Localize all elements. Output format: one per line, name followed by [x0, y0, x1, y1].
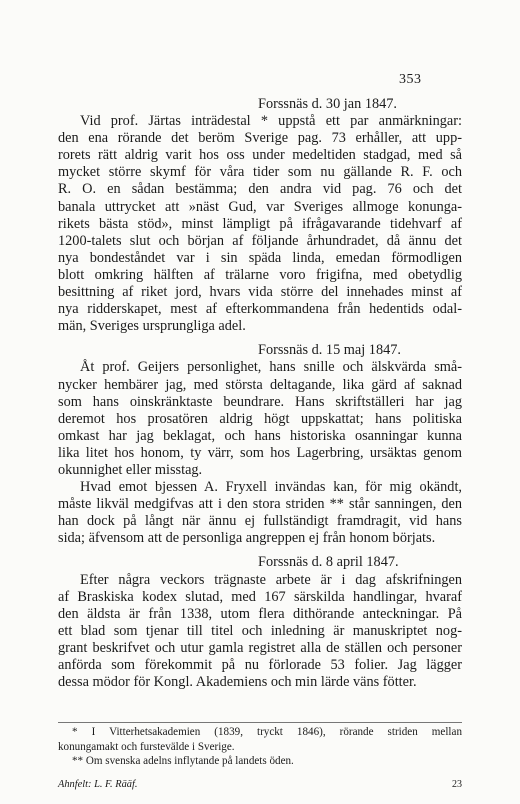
sheet-mark: 23 — [452, 779, 462, 790]
text-line: omkast har jag beklagat, och hans historiska osanningar kunna — [58, 427, 462, 444]
text-line: besittning af riket jord, hvars vida större del innehades minst af — [58, 284, 462, 301]
text-line: deremot hos prosatören aldrig högt uppskattat; hans politiska — [58, 410, 462, 427]
text-line: rikets bästa stöd», minst lämpligt på ifrågavarande tidehvarf af — [58, 215, 462, 232]
text-line: den ena rörande det beröm Sverige pag. 73 erhåller, att upp- — [58, 130, 462, 147]
signature-text: Ahnfelt: L. F. Rääf. — [58, 779, 138, 790]
text-line: nya ridderskapet, mest af efterkommandena från hedentids odal- — [58, 301, 462, 318]
text-line: 1200-talets slut och början af följande århundradet, då ännu det — [58, 232, 462, 249]
text-line: lika litet hos honom, ty värr, som hos Lagerbring, ursäktas genom — [58, 444, 462, 461]
printer-signature — [58, 779, 462, 790]
text-line: af Braskiska kodex slutad, med 167 särskilda handlingar, hvaraf — [58, 588, 462, 605]
text-line: Efter några veckors trägnaste arbete är i dag afskrifningen — [80, 571, 462, 588]
text-line: sida; äfvensom att de personliga angreppen ej från honom börjats. — [58, 530, 436, 547]
text-line: den äldsta är från 1338, utom flera dithörande anteckningar. På — [58, 605, 462, 622]
text-line: blott omkring hälften af trälarne voro frigifna, med obetydlig — [58, 266, 462, 283]
text-line: mycket större skymf för våra tider som nu gällande R. F. och — [58, 164, 462, 181]
text-line: banala uttrycket att »näst Gud, var Sveriges allmoge konunga- — [58, 198, 462, 215]
text-line: Åt prof. Geijers personlighet, hans snille och älskvärda små- — [80, 359, 462, 376]
text-line: Hvad emot bjessen A. Fryxell invändas kan, för mig okändt, — [80, 479, 462, 496]
dateline: Forssnäs d. 15 maj 1847. — [258, 342, 401, 359]
footnote-line: * I Vitterhetsakademien (1839, tryckt 1846), rörande striden mellan — [72, 726, 462, 738]
text-line: Vid prof. Järtas inträdestal * uppstå ett par anmärkningar: — [80, 113, 462, 130]
dateline: Forssnäs d. 30 jan 1847. — [258, 96, 397, 112]
text-line: nycker hembärer jag, med största deltagande, lika gärd af saknad — [58, 376, 462, 393]
text-line: måste likväl medgifvas att i den stora striden ** står sanningen, den — [58, 496, 462, 513]
body-text — [58, 96, 462, 691]
text-line: rorets rätt aldrig varit hos oss under medeltiden stadgad, med så — [58, 147, 462, 164]
text-line: som hans oinskränktaste beundrare. Hans skriftställeri har jag — [58, 393, 462, 410]
text-line: anförda som förekommit på nu förlorade 53 folier. Jag lägger — [58, 657, 462, 673]
text-line: dessa mödor för Kongl. Akademiens och min lärde väns fötter. — [58, 674, 417, 691]
text-line: okunnighet eller misstag. — [58, 461, 203, 478]
text-line: nya bondeståndet var i sin späda linda, emedan förmodligen — [58, 249, 462, 266]
page-number: 353 — [399, 72, 422, 87]
footnote-line: ** Om svenska adelns inflytande på landets öden. — [72, 755, 294, 768]
footnote-divider — [58, 722, 462, 723]
footnotes — [58, 725, 462, 769]
dateline: Forssnäs d. 8 april 1847. — [258, 554, 399, 571]
text-line: grant beskrifvet och utur gamla registret alla de ställen och personer — [58, 639, 462, 656]
text-line: män, Sveriges ursprungliga adel. — [58, 318, 246, 335]
text-line: han dock på långt när ännu ej fullständigt framdragit, vid hans — [58, 513, 462, 530]
text-line: ett blad som tjenar till titel och inledning är manuskriptet nog- — [58, 622, 462, 639]
footnote-line: konungamakt och furstevälde i Sverige. — [58, 740, 235, 753]
text-line: R. O. en sådan bestämma; den andra vid pag. 76 och det — [58, 181, 462, 198]
